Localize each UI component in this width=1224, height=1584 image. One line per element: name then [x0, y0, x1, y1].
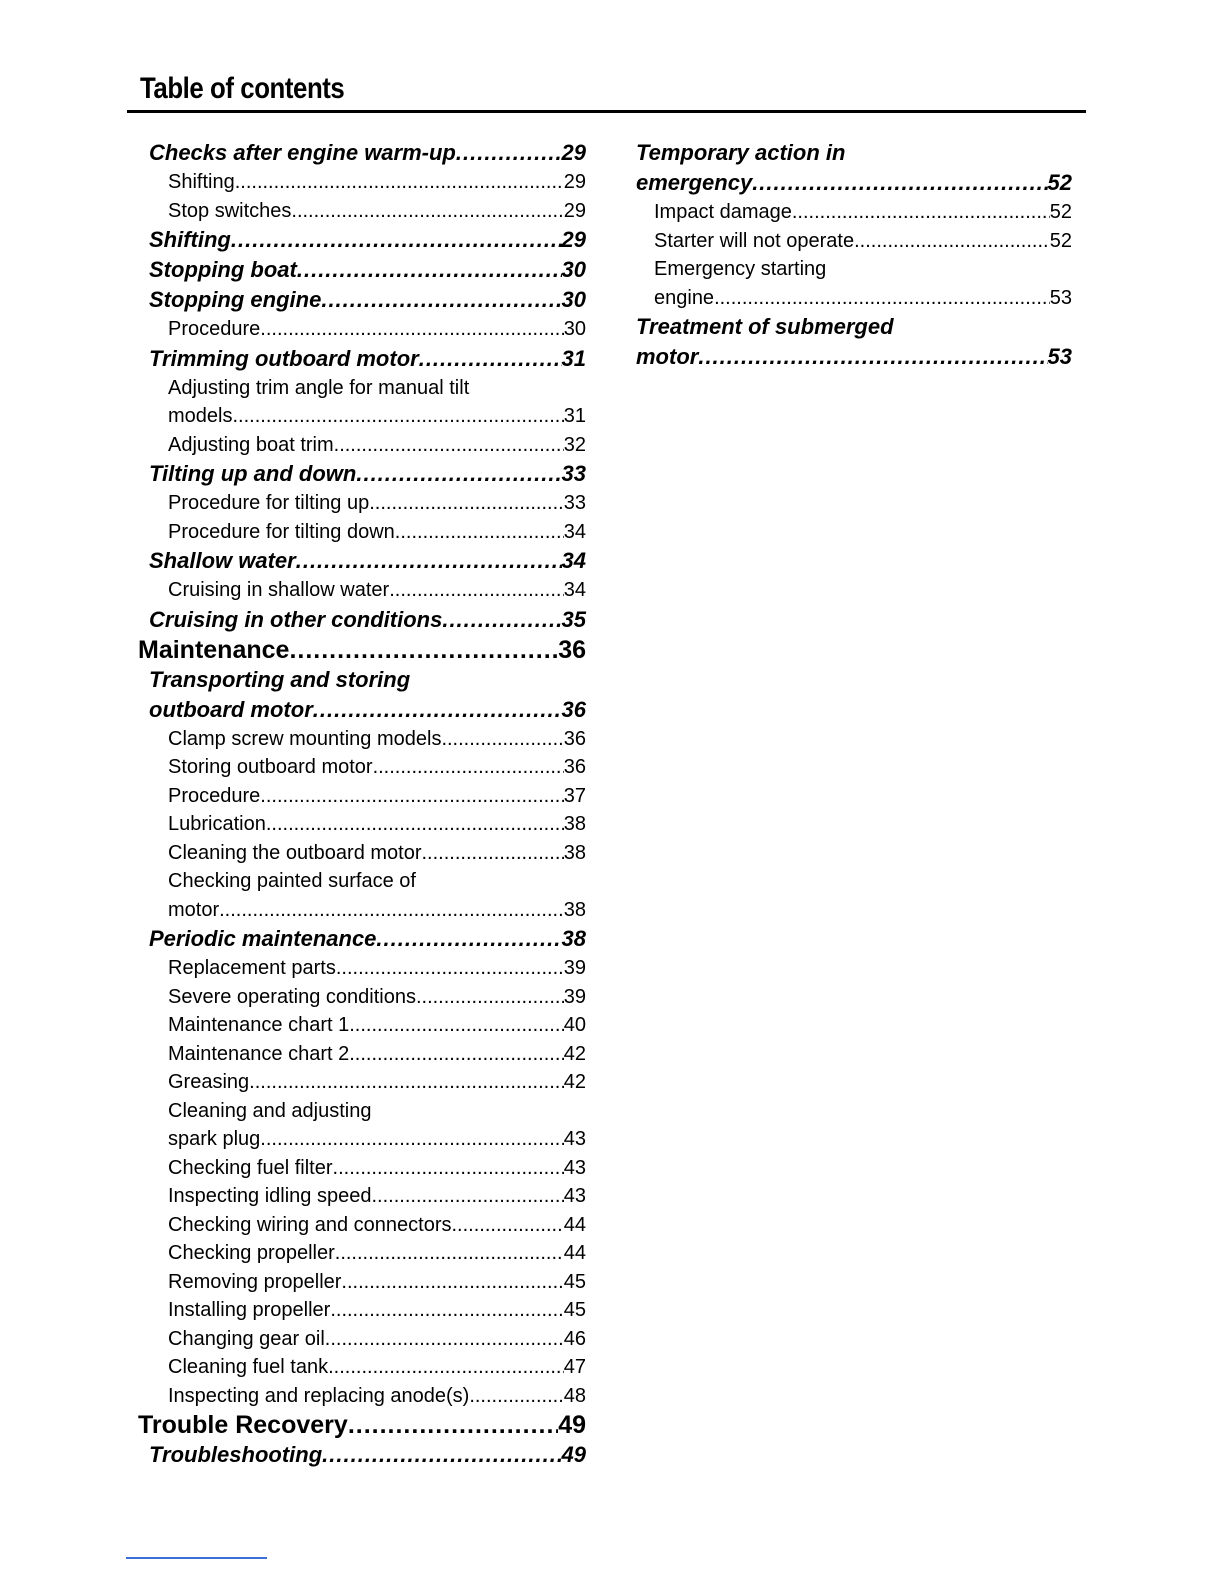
toc-entry-label: engine	[654, 286, 715, 309]
dot-leader	[792, 198, 1050, 227]
dot-leader	[297, 255, 562, 285]
toc-entry-label: Tilting up and down	[149, 461, 357, 486]
toc-entry-page-number: 29	[563, 199, 586, 222]
toc-entry-label: Maintenance chart 1	[168, 1014, 350, 1036]
toc-entry-page-number: 34	[563, 520, 586, 543]
dot-leader	[334, 431, 564, 460]
dot-leader	[371, 1182, 563, 1211]
dot-leader	[328, 1353, 564, 1382]
toc-entry[interactable]	[138, 665, 586, 725]
dot-leader	[249, 1068, 564, 1097]
toc-entry-page-number: 44	[563, 1242, 586, 1264]
toc-entry-page-number: 33	[563, 492, 586, 514]
toc-entry[interactable]	[138, 1097, 586, 1154]
dot-leader	[232, 402, 563, 431]
dot-leader	[260, 1125, 563, 1154]
toc-entry-title-line: Transporting and storing	[149, 666, 411, 692]
toc-entry-label: Greasing	[168, 1071, 250, 1093]
toc-entry-page-number: 29	[563, 171, 586, 193]
toc-entry[interactable]	[138, 605, 586, 635]
dot-leader	[349, 1011, 564, 1040]
toc-entry-page-number: 35	[561, 606, 586, 632]
dot-leader	[422, 839, 564, 868]
toc-entry-page-number: 43	[563, 1185, 586, 1207]
toc-entry-page-number: 38	[561, 926, 586, 951]
toc-entry[interactable]	[138, 1325, 586, 1354]
toc-entry-page-number: 46	[563, 1327, 586, 1350]
toc-entry-label: Procedure	[168, 784, 261, 807]
toc-entry-title-line: Emergency starting	[654, 258, 827, 280]
dot-leader	[356, 459, 561, 489]
toc-entry[interactable]	[138, 924, 586, 954]
toc-entry-page-number: 49	[561, 1442, 586, 1467]
dot-leader	[266, 810, 564, 839]
toc-entry[interactable]	[138, 431, 586, 460]
dot-leader	[395, 518, 564, 547]
dot-leader	[416, 983, 564, 1012]
toc-entry-label: Cleaning the outboard motor	[168, 841, 422, 864]
toc-entry-label: Procedure for tilting up	[168, 492, 370, 514]
dot-leader	[854, 227, 1050, 256]
toc-entry-label: Maintenance chart 2	[168, 1042, 350, 1065]
toc-entry-title-line: Checking painted surface of	[168, 870, 416, 892]
toc-entry-label: Stopping engine	[149, 287, 322, 312]
toc-entry[interactable]	[138, 1154, 586, 1183]
toc-entry[interactable]	[138, 489, 586, 518]
toc-entry-page-number: 30	[561, 287, 586, 312]
toc-entry[interactable]	[138, 1440, 586, 1470]
toc-entry[interactable]	[138, 1011, 586, 1040]
toc-entry-page-number: 43	[563, 1128, 586, 1150]
dot-leader	[325, 1325, 564, 1354]
toc-entry-page-number: 53	[1049, 286, 1072, 309]
toc-entry[interactable]	[138, 197, 586, 226]
dot-leader	[313, 695, 562, 725]
dot-leader	[349, 1040, 564, 1069]
toc-entry-label: Checking wiring and connectors	[168, 1213, 452, 1236]
toc-entry-page-number: 52	[1047, 170, 1072, 195]
toc-entry-page-number: 30	[563, 318, 586, 340]
toc-entry-page-number: 44	[563, 1213, 586, 1236]
toc-entry[interactable]	[138, 983, 586, 1012]
toc-entry-label: Trimming outboard motor	[149, 345, 419, 371]
toc-entry-title-line: Treatment of submerged	[636, 314, 894, 339]
toc-entry-page-number: 38	[563, 813, 586, 835]
toc-entry-page-number: 52	[1049, 229, 1072, 252]
dot-leader	[752, 168, 1047, 198]
toc-entry-label: Trouble Recovery	[138, 1411, 348, 1439]
toc-entry-label: Storing outboard motor	[168, 756, 373, 778]
dot-leader	[333, 1154, 564, 1183]
dot-leader	[260, 782, 563, 811]
toc-entry[interactable]	[138, 1211, 586, 1240]
toc-entry-label: Inspecting and replacing anode(s)	[168, 1384, 470, 1407]
toc-entry-label: Severe operating conditions	[168, 985, 416, 1008]
toc-entry-page-number: 31	[561, 345, 586, 371]
dot-leader	[389, 576, 564, 605]
toc-entry-page-number: 40	[563, 1014, 586, 1036]
toc-entry-label: Shifting	[149, 227, 231, 252]
toc-entry[interactable]	[138, 839, 586, 868]
toc-entry-page-number: 34	[563, 579, 586, 601]
toc-entry-page-number: 31	[563, 405, 586, 427]
toc-entry-page-number: 38	[563, 898, 586, 921]
toc-entry-label: motor	[636, 344, 699, 369]
toc-entry-label: Troubleshooting	[149, 1442, 323, 1467]
toc-entry-page-number: 36	[561, 696, 586, 722]
toc-entry-label: Checking fuel filter	[168, 1156, 333, 1179]
toc-entry-label: Impact damage	[654, 201, 792, 223]
toc-entry-label: Lubrication	[168, 813, 266, 835]
toc-entry-label: Stopping boat	[149, 257, 297, 282]
toc-column-left	[138, 138, 586, 1470]
dot-leader	[289, 635, 558, 665]
toc-entry-title-line: Cleaning and adjusting	[168, 1099, 372, 1122]
dot-leader	[296, 546, 562, 576]
dot-leader	[419, 344, 562, 374]
footer-divider	[126, 1557, 267, 1559]
toc-entry-page-number: 39	[563, 957, 586, 979]
dot-leader	[231, 225, 562, 255]
dot-leader	[469, 1382, 563, 1411]
toc-entry[interactable]	[138, 753, 586, 782]
dot-leader	[348, 1410, 558, 1440]
toc-entry[interactable]	[636, 198, 1072, 227]
toc-entry-label: spark plug	[168, 1128, 261, 1150]
toc-entry[interactable]	[138, 1040, 586, 1069]
toc-entry-label: motor	[168, 898, 220, 921]
toc-entry[interactable]	[138, 518, 586, 547]
toc-entry[interactable]	[138, 1068, 586, 1097]
toc-entry-title-line: Temporary action in	[636, 140, 846, 165]
toc-entry[interactable]	[138, 1182, 586, 1211]
toc-entry[interactable]	[636, 227, 1072, 256]
dot-leader	[321, 285, 561, 315]
toc-entry-page-number: 45	[563, 1299, 586, 1321]
toc-entry[interactable]	[138, 315, 586, 344]
dot-leader	[373, 753, 564, 782]
toc-entry-label: Clamp screw mounting models	[168, 727, 442, 750]
toc-entry-page-number: 36	[563, 756, 586, 778]
toc-entry-label: Changing gear oil	[168, 1327, 325, 1350]
toc-entry-page-number: 53	[1047, 344, 1072, 369]
toc-entry[interactable]	[138, 782, 586, 811]
toc-entry-label: Procedure	[168, 318, 261, 340]
dot-leader	[330, 1296, 563, 1325]
toc-entry-page-number: 38	[563, 841, 586, 864]
toc-entry[interactable]	[138, 954, 586, 983]
title-divider	[127, 110, 1086, 113]
dot-leader	[714, 284, 1050, 313]
toc-entry[interactable]	[138, 1382, 586, 1411]
toc-entry-label: Cleaning fuel tank	[168, 1356, 329, 1378]
toc-entry[interactable]	[138, 225, 586, 255]
toc-entry-label: models	[168, 405, 233, 427]
toc-entry-page-number: 30	[561, 257, 586, 282]
dot-leader	[336, 954, 564, 983]
toc-entry-label: Replacement parts	[168, 957, 336, 979]
dot-leader	[235, 168, 564, 197]
dot-leader	[335, 1239, 564, 1268]
toc-entry[interactable]	[138, 635, 586, 665]
toc-entry[interactable]	[138, 810, 586, 839]
page-title: Table of contents	[140, 72, 345, 105]
toc-entry[interactable]	[138, 1239, 586, 1268]
dot-leader	[376, 924, 561, 954]
dot-leader	[698, 342, 1047, 372]
dot-leader	[441, 725, 563, 754]
toc-entry-label: Maintenance	[138, 635, 290, 664]
toc-column-right	[636, 138, 1072, 372]
dot-leader	[291, 197, 563, 226]
toc-entry-page-number: 36	[558, 635, 586, 664]
toc-entry-page-number: 29	[561, 140, 586, 165]
dot-leader	[442, 605, 561, 635]
dot-leader	[341, 1268, 563, 1297]
toc-entry[interactable]	[138, 725, 586, 754]
toc-entry-label: Procedure for tilting down	[168, 520, 395, 543]
toc-entry[interactable]	[138, 576, 586, 605]
toc-entry-label: emergency	[636, 170, 753, 195]
toc-entry[interactable]	[636, 255, 1072, 312]
toc-entry-page-number: 36	[563, 727, 586, 750]
toc-entry-label: Removing propeller	[168, 1270, 342, 1293]
toc-entry[interactable]	[138, 546, 586, 576]
toc-entry[interactable]	[138, 1296, 586, 1325]
toc-entry-label: Starter will not operate	[654, 229, 855, 252]
dot-leader	[219, 896, 564, 925]
toc-entry-label: Stop switches	[168, 199, 292, 222]
dot-leader	[260, 315, 563, 344]
toc-entry-page-number: 34	[561, 548, 586, 573]
toc-entry-page-number: 43	[563, 1156, 586, 1179]
toc-entry-label: Cruising in shallow water	[168, 579, 390, 601]
toc-entry-page-number: 48	[563, 1384, 586, 1407]
toc-entry[interactable]	[138, 255, 586, 285]
dot-leader	[369, 489, 564, 518]
dot-leader	[322, 1440, 561, 1470]
toc-entry[interactable]	[138, 459, 586, 489]
toc-entry[interactable]	[138, 344, 586, 374]
toc-entry-page-number: 32	[563, 433, 586, 456]
toc-entry[interactable]	[636, 312, 1072, 372]
toc-entry-page-number: 52	[1049, 201, 1072, 223]
toc-entry[interactable]	[138, 867, 586, 924]
toc-entry-label: Adjusting boat trim	[168, 433, 334, 456]
toc-entry-page-number: 45	[563, 1270, 586, 1293]
toc-entry-page-number: 42	[563, 1071, 586, 1093]
toc-entry-label: Checking propeller	[168, 1242, 335, 1264]
toc-entry-label: Shifting	[168, 171, 235, 193]
toc-entry-page-number: 33	[561, 461, 586, 486]
toc-entry-label: Inspecting idling speed	[168, 1185, 372, 1207]
toc-entry-label: Periodic maintenance	[149, 926, 377, 951]
toc-entry[interactable]	[138, 1410, 586, 1440]
dot-leader	[456, 138, 562, 168]
toc-entry[interactable]	[138, 1353, 586, 1382]
toc-entry-page-number: 39	[563, 985, 586, 1008]
toc-entry-title-line: Adjusting trim angle for manual tilt	[168, 376, 470, 399]
toc-entry-label: Shallow water	[149, 548, 296, 573]
toc-entry[interactable]	[138, 168, 586, 197]
toc-entry-page-number: 47	[563, 1356, 586, 1378]
toc-entry-page-number: 29	[561, 227, 586, 252]
toc-entry-label: Cruising in other conditions	[149, 606, 443, 632]
dot-leader	[452, 1211, 564, 1240]
toc-entry-page-number: 37	[563, 784, 586, 807]
toc-entry[interactable]	[138, 138, 586, 168]
toc-entry-label: outboard motor	[149, 696, 313, 722]
toc-entry-label: Installing propeller	[168, 1299, 331, 1321]
toc-entry-page-number: 49	[558, 1411, 586, 1439]
toc-entry[interactable]	[636, 138, 1072, 198]
toc-entry[interactable]	[138, 374, 586, 431]
toc-entry-page-number: 42	[563, 1042, 586, 1065]
toc-entry-label: Checks after engine warm-up	[149, 140, 456, 165]
toc-entry[interactable]	[138, 1268, 586, 1297]
toc-entry[interactable]	[138, 285, 586, 315]
